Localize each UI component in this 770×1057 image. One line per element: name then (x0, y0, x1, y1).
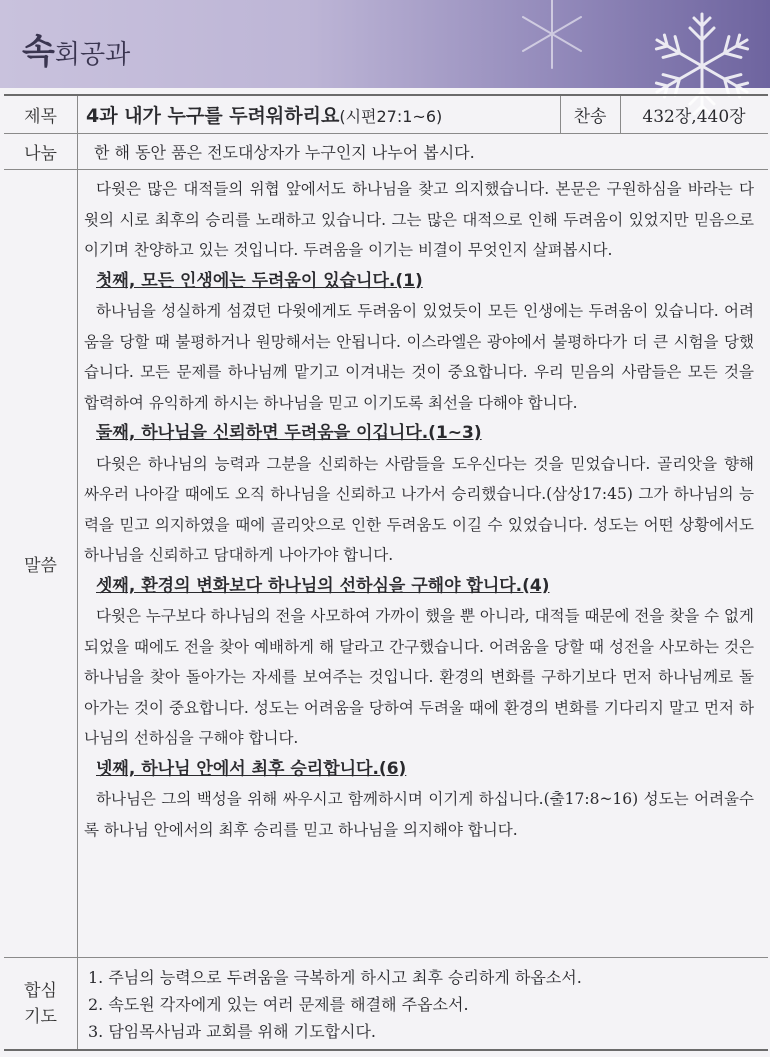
point-text: 다윗은 누구보다 하나님의 전을 사모하여 가까이 했을 뿐 아니라, 대적들 때문에 전을 찾을 수 없게 되었을 때에도 전을 찾아 예배하게 해 달라고 간구했습니다. 어려움을 당할 때 성전을 사모하는 것은 하나님을 찾아 돌아가는 자세를 보여주는 것입니다. 환경의 변화를 구하기보다 먼저 하나님께로 돌아가는 것이 중요합니다. 성도는 어려움을 당하여 두려울 때에 환경의 변화를 기다리지 말고 먼저 하나님의 선하심을 구해야 합니다. (84, 607, 754, 747)
prayer-label-line2: 기도 (24, 1006, 57, 1027)
point-text: 다윗은 하나님의 능력과 그분을 신뢰하는 사람들을 도우신다는 것을 믿었습니다. 골리앗을 향해 싸우러 나아갈 때에도 오직 하나님을 신뢰하고 나가서 승리했습니다.(삼상17:45) 그가 하나님의 능력을 믿고 의지하였을 때에 골리앗으로 인한 두려움도 이길 수 있었습니다. 성도는 어떤 상황에서도 하나님을 신뢰하고 담대하게 나아가야 합니다. (84, 454, 754, 564)
prayer-item: 1. 주님의 능력으로 두려움을 극복하게 하시고 최후 승리하게 하옵소서. (88, 968, 582, 987)
prayer-list (88, 964, 758, 1045)
title-label: 제목 (4, 96, 78, 133)
point-heading: 셋째, 환경의 변화보다 하나님의 선하심을 구해야 합니다.(4) (96, 575, 550, 596)
point-heading: 둘째, 하나님을 신뢰하면 두려움을 이깁니다.(1~3) (96, 423, 482, 443)
lesson-scripture-ref: (시편27:1~6) (339, 107, 443, 126)
header-banner (0, 0, 770, 88)
prayer-item: 2. 속도원 각자에게 있는 여러 문제를 해결해 주옵소서. (88, 995, 469, 1014)
sermon-label: 말씀 (4, 170, 78, 957)
page-title-rest: 회공과 (54, 40, 131, 70)
page-title (22, 24, 130, 73)
title-row (4, 96, 768, 134)
share-row (4, 134, 768, 170)
share-label: 나눔 (4, 134, 78, 169)
page-title-initial: 속 (22, 32, 55, 72)
sermon-body (84, 174, 754, 845)
snowflake-icon (512, 0, 592, 74)
prayer-label (4, 958, 78, 1049)
prayer-label-line1: 합심 (24, 980, 57, 1001)
point-text: 하나님을 성실하게 섬겼던 다윗에게도 두려움이 있었듯이 모든 인생에는 두려움이 있습니다. 어려움을 당할 때 불평하거나 원망해서는 안됩니다. 이스라엘은 광야에서 불평하다가 더 큰 시험을 당했습니다. 모든 문제를 하나님께 맡기고 이겨내는 것이 중요합니다. 우리 믿음의 사람들은 모든 것을 합력하여 유익하게 하시는 하나님을 믿고 이기도록 최선을 다해야 합니다. (84, 302, 754, 412)
sermon-intro: 다윗은 많은 대적들의 위협 앞에서도 하나님을 찾고 의지했습니다. 본문은 구원하심을 바라는 다윗의 시로 최후의 승리를 노래하고 있습니다. 그는 많은 대적으로 인해 두려움이 있었지만 믿음으로 이기며 찬양하고 있는 것입니다. 두려움을 이기는 비결이 무엇인지 살펴봅시다. (84, 180, 754, 259)
share-text: 한 해 동안 품은 전도대상자가 누구인지 나누어 봅시다. (94, 143, 475, 162)
point-heading: 넷째, 하나님 안에서 최후 승리합니다.(6) (96, 758, 407, 779)
prayer-item: 3. 담임목사님과 교회를 위해 기도합시다. (88, 1022, 376, 1041)
sermon-row (4, 170, 768, 958)
point-heading: 첫째, 모든 인생에는 두려움이 있습니다.(1) (96, 270, 423, 291)
hymn-label: 찬송 (573, 107, 607, 127)
point-text: 하나님은 그의 백성을 위해 싸우시고 함께하시며 이기게 하십니다.(출17:8~16) 성도는 어려울수록 하나님 안에서의 최후 승리를 믿고 하나님을 의지해야 합니다. (84, 790, 754, 839)
lesson-table (4, 94, 768, 1051)
prayer-row (4, 958, 768, 1049)
lesson-title: 4과 내가 누구를 두려워하리요 (86, 105, 340, 127)
lesson-title-cell (86, 96, 556, 133)
hymn-numbers: 432장,440장 (642, 107, 746, 127)
